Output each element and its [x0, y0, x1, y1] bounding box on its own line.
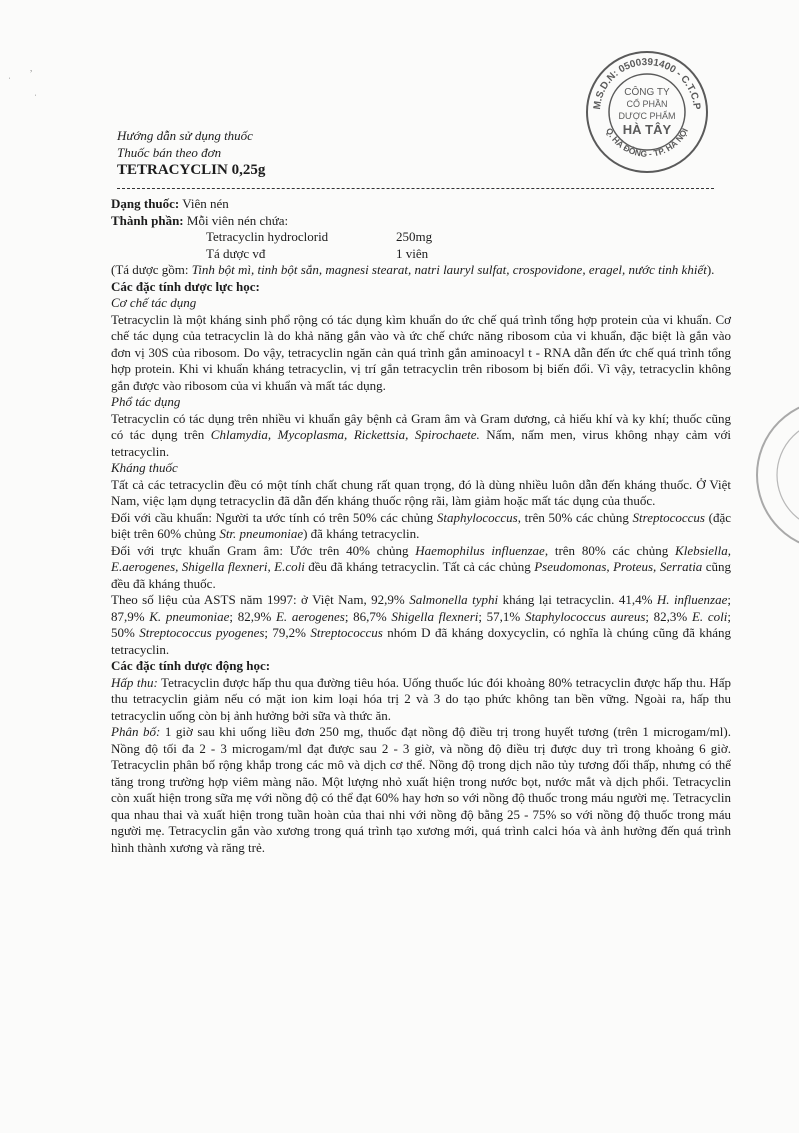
- organism: Shigella flexneri: [391, 608, 479, 624]
- text-span: , trên 50% các chủng: [517, 509, 633, 525]
- absorption-label: Hấp thu:: [111, 674, 158, 690]
- absorption-paragraph: [111, 675, 731, 725]
- header-line1: Hướng dẫn sử dụng thuốc: [117, 128, 253, 143]
- organism: Streptococcus: [632, 509, 705, 525]
- ingredient-amount: 250mg: [396, 229, 433, 244]
- header-divider: [117, 188, 714, 189]
- document-page: ˌ , ˈ M.S.D.N: 0500391400 - C.T.C.P Q. HÀ ĐÔNG - TP. HÀ NỘI CÔNG TY CỔ PHẦN DƯỢC PHẨM HÀ TÂY Hướng dẫn sử dụng thuốc Thuốc bán theo đơn TETRACYCLIN 0,25g Dạng thuốc: Viên nén Thành phần: Mỗi viên nén chứa: Tetracyclin hydroclorid 250mg Tá dược vđ 1 viên (Tá dược gồm: Tinh bột mì, tinh bột sắn, magnesi stearat, natri lauryl sulfat, crospovidone, eragel, nước tinh khiết). Các đặc tính dược lực học: Cơ chế tác dụng Tetracyclin là một kháng sinh phổ rộng có tác dụng kìm khuẩn do ức chế quá trình tổng hợp protein của vi khuẩn. Cơ chế tác dụng của tetracyclin là do khả năng gắn vào và ức chế chức năng ribosom của vi khuẩn, đặc biệt là gắn vào đơn vị 30S của ribosom. Do vậy, tetracyclin ngăn cản quá trình gắn aminoacyl t - RNA dẫn đến ức chế quá trình tổng hợp protein. Khi vi khuẩn kháng tetracyclin, vị trí gắn tetracyclin trên ribosom bị biến đổi. Vì vậy, tetracyclin không gắn được vào ribosom của vi khuẩn và mất tác dụng. Phổ tác dụng Tetracyclin có tác dụng trên nhiều vi khuẩn gây bệnh cả Gram âm và Gram dương, cả hiếu khí và ky khí; thuốc cũng có tác dụng trên Chlamydia, Mycoplasma, Rickettsia, Spirochaete. Nấm, nấm men, virus không nhạy cảm với tetracyclin. Kháng thuốc Tất cả các tetracyclin đều có một tính chất chung rất quan trọng, đó là dùng nhiều luôn dẫn đến kháng thuốc. Ở Việt Nam, việc lạm dụng tetracyclin đã dẫn đến kháng thuốc rộng rãi, làm giảm hoặc mất tác dụng của thuốc. Đối với cầu khuẩn: Người ta ước tính có trên 50% các chủng Staphylococcus, trên 50% các chủng Streptococcus (đặc biệt trên 60% chủng Str. pneumoniae) đã kháng tetracyclin. Đối với trực khuẩn Gram âm: Ước trên 40% chủng Haemophilus influenzae, trên 80% các chủng Klebsiella, E.aerogenes, Shigella flexneri, E.coli đều đã kháng tetracyclin. Tất cả các chủng Pseudomonas, Proteus, Serratia cũng đều đã kháng thuốc. Theo số liệu của ASTS năm 1997: ở Việt Nam, 92,9% Salmonella typhi kháng lại tetracyclin. 41,4% H. influenzae; 87,9% K. pneumoniae; 82,9% E. aerogenes; 86,7% Shigella flexneri; 57,1% Staphylococcus aureus; 82,3% E. coli; 50% Streptococcus pyogenes; 79,2% Streptococcus nhóm D đã kháng doxycyclin, có nghĩa là chúng cũng đã kháng tetracyclin. Các đặc tính dược động học: Hấp thu: Tetracyclin được hấp thu qua đường tiêu hóa. Uống thuốc lúc đói khoảng 80% tetracyclin được hấp thu. Hấp thu tetracyclin giảm nếu có mặt ion kim loại hóa trị 2 và 3 do tạo phức không tan bền vững. Ngoài ra, hấp thu tetracyclin uống còn bị ảnh hưởng bởi sữa và thức ăn. Phân bố: 1 giờ sau khi uống liều đơn 250 mg, thuốc đạt nồng độ điều trị trong huyết tương (trên 1 microgam/ml). Nồng độ tối đa 2 - 3 microgam/ml đạt được sau 2 - 3 giờ, và nồng độ điều trị được duy trì trong khoảng 6 giờ. Tetracyclin phân bố rộng khắp trong các mô và dịch cơ thể. Nồng độ trong dịch não tủy tương đối thấp, nhưng có thể tăng trong trường hợp viêm màng não. Một lượng nhỏ xuất hiện trong nước bọt, nước mắt và dịch phổi. Tetracyclin còn xuất hiện trong sữa mẹ với nồng độ có thể đạt 60% hay hơn so với nồng độ thuốc trong máu người mẹ. Tetracyclin qua nhau thai và xuất hiện trong tuần hoàn của thai nhi với nồng độ bằng 25 - 75% so với nồng độ thuốc trong máu người mẹ. Tetracyclin gắn vào xương trong quá trình tạo xương mới, quá trình calci hóa và ảnh hưởng đến quá trình hình thành xương và răng trẻ.: [0, 0, 799, 1133]
- organism: Klebsiella, E.aerogenes, Shigella flexneri, E.coli: [111, 542, 731, 574]
- distribution-label: Phân bố:: [111, 724, 161, 739]
- organism: Pseudomonas, Proteus, Serratia: [534, 559, 703, 574]
- company-stamp: [582, 47, 712, 177]
- text-span: Đối với trực khuẩn Gram âm: Ước trên 40% chủng: [111, 542, 416, 558]
- product-title: TETRACYCLIN 0,25g: [117, 162, 266, 178]
- distribution-text: 1 giờ sau khi uống liều đơn 250 mg, thuốc đạt nồng độ điều trị trong huyết tương (trên 1 microgam/ml). Nồng độ tối đa 2 - 3 microgam/ml đạt được sau 2 - 3 giờ, và nồng độ điều trị được duy trì trong khoảng 6 giờ. Tetracyclin phân bố rộng khắp trong các mô và dịch cơ thể. Nồng độ trong dịch não tủy tương đối thấp, nhưng có thể tăng trong trường hợp viêm màng não. Một lượng nhỏ xuất hiện trong nước bọt, nước mắt và dịch phổi. Tetracyclin còn xuất hiện trong sữa mẹ với nồng độ có thể đạt 60% hay hơn so với nồng độ thuốc trong máu người mẹ. Tetracyclin qua nhau thai và xuất hiện trong tuần hoàn của thai nhi với nồng độ bằng 25 - 75% so với nồng độ thuốc trong máu người mẹ. Tetracyclin gắn vào xương trong quá trình tạo xương mới, quá trình calci hóa và ảnh hưởng đến quá trình hình thành xương và răng trẻ.: [111, 724, 731, 855]
- spectrum-heading: Phổ tác dụng: [111, 394, 181, 409]
- text-span: ; 82,3%: [645, 608, 692, 624]
- dosage-form: [111, 196, 731, 213]
- organism: K. pneumoniae: [149, 608, 230, 624]
- text-span: ) đã kháng tetracyclin.: [303, 526, 420, 541]
- composition-label: Thành phần:: [111, 212, 184, 228]
- excipients-list: Tinh bột mì, tinh bột sắn, magnesi stearat, natri lauryl sulfat, crospovidone, eragel, nước tinh khiết: [191, 262, 707, 277]
- distribution-paragraph: [111, 724, 731, 856]
- organism: E. coli: [691, 608, 728, 624]
- ingredient-name: Tetracyclin hydroclorid: [206, 229, 329, 244]
- mechanism-paragraph: Tetracyclin là một kháng sinh phổ rộng có tác dụng kìm khuẩn do ức chế quá trình tổng hợp protein của vi khuẩn. Cơ chế tác dụng của tetracyclin là do khả năng gắn vào và ức chế chức năng ribosom của vi khuẩn, đặc biệt là gắn vào đơn vị 30S của ribosom. Do vậy, tetracyclin ngăn cản quá trình gắn aminoacyl t - RNA dẫn đến ức chế quá trình tổng hợp protein. Khi vi khuẩn kháng tetracyclin, vị trí gắn tetracyclin trên ribosom bị biến đổi. Vì vậy, tetracyclin không gắn được vào ribosom của vi khuẩn và mất tác dụng.: [111, 311, 731, 393]
- composition: [111, 213, 731, 230]
- text-span: ; 87,9%: [111, 592, 732, 624]
- text-span: cũng đều đã kháng thuốc.: [111, 559, 731, 591]
- pharmacokinetics-heading: Các đặc tính dược động học:: [111, 658, 271, 673]
- organism: Str. pneumoniae: [219, 526, 304, 541]
- text-span: Theo số liệu của ASTS năm 1997: ở Việt Nam, 92,9%: [111, 592, 410, 607]
- dosage-form-label: Dạng thuốc:: [111, 196, 180, 211]
- text-span: ; 82,9%: [229, 608, 276, 624]
- text-span: nhóm D đã kháng doxycyclin, có nghĩa là chúng cũng đã kháng tetracyclin.: [111, 625, 731, 657]
- organism-list: Chlamydia, Mycoplasma, Rickettsia, Spirochaete.: [210, 427, 480, 442]
- composition-value: Mỗi viên nén chứa:: [183, 212, 289, 228]
- stamp-line3: DƯỢC PHẨM: [618, 111, 676, 121]
- stamp-bottom-text: Q. HÀ ĐÔNG - TP. HÀ NỘI: [604, 126, 690, 159]
- text-span: kháng lại tetracyclin. 41,4%: [498, 592, 657, 607]
- resistance-paragraph: Tất cả các tetracyclin đều có một tính chất chung rất quan trọng, đó là dùng nhiều luôn dẫn đến kháng thuốc. Ở Việt Nam, việc lạm dụng tetracyclin đã dẫn đến kháng thuốc rộng rãi, làm giảm hoặc mất tác dụng của thuốc.: [111, 476, 731, 508]
- bacilli-paragraph: [111, 543, 731, 593]
- ingredient-name: Tá dược vđ: [206, 245, 266, 261]
- organism: Streptococcus: [310, 625, 383, 640]
- mechanism-heading: Cơ chế tác dụng: [111, 295, 197, 310]
- text-span: , trên 80% các chủng: [544, 542, 676, 558]
- excipients-post: ).: [706, 262, 715, 277]
- cocci-paragraph: [111, 510, 731, 543]
- text-span: ; 50%: [111, 608, 731, 640]
- text-span: Nấm, nấm men, virus không nhạy cảm với tetracyclin.: [111, 427, 731, 459]
- text-span: Tetracyclin có tác dụng trên nhiều vi khuẩn gây bệnh cả Gram âm và Gram dương, cả hiếu khí và ky khí; thuốc cũng có tác dụng trên: [111, 410, 731, 442]
- excipients-pre: (Tá dược gồm:: [111, 262, 192, 277]
- stamp-ring-text: M.S.D.N: 0500391400 - C.T.C.P: [591, 56, 703, 111]
- document-body: [111, 196, 731, 856]
- stamp-line4: HÀ TÂY: [622, 122, 672, 137]
- text-span: ; 57,1%: [478, 608, 525, 624]
- spectrum-paragraph: [111, 411, 731, 461]
- partial-seal: [752, 380, 799, 570]
- stamp-line2: CỔ PHẦN: [626, 99, 668, 109]
- asts-paragraph: [111, 592, 731, 658]
- text-span: ; 86,7%: [344, 608, 392, 624]
- resistance-heading: Kháng thuốc: [111, 460, 178, 475]
- stamp-line1: CÔNG TY: [624, 87, 670, 98]
- absorption-text: Tetracyclin được hấp thu qua đường tiêu hóa. Uống thuốc lúc đói khoảng 80% tetracyclin được hấp thu. Hấp thu tetracyclin giảm nếu có mặt ion kim loại hóa trị 2 và 3 do tạo phức không tan bền vững. Ngoài ra, hấp thu tetracyclin uống còn bị ảnh hưởng bởi sữa và thức ăn.: [111, 674, 731, 723]
- organism: Staphylococcus: [436, 509, 518, 525]
- text-span: Đối với cầu khuẩn: Người ta ước tính có trên 50% các chủng: [111, 509, 437, 525]
- ingredient-row: [111, 229, 731, 246]
- header-line2: Thuốc bán theo đơn: [117, 145, 222, 160]
- ingredient-row: [111, 246, 731, 263]
- text-span: ; 79,2%: [264, 625, 311, 640]
- organism: H. influenzae: [656, 592, 728, 607]
- text-span: (đặc biệt trên 60% chủng: [111, 509, 732, 541]
- text-span: đều đã kháng tetracyclin. Tất cả các chủng: [304, 559, 535, 574]
- pharmacodynamics-heading: Các đặc tính dược lực học:: [111, 278, 260, 294]
- dosage-form-value: Viên nén: [179, 196, 229, 211]
- organism: Streptococcus pyogenes: [139, 625, 265, 640]
- excipients: [111, 262, 731, 279]
- organism: Staphylococcus aureus: [524, 608, 646, 624]
- organism: Haemophilus influenzae: [415, 542, 545, 558]
- ingredient-amount: 1 viên: [396, 245, 429, 261]
- organism: Salmonella typhi: [409, 592, 499, 607]
- organism: E. aerogenes: [275, 608, 345, 624]
- document-header: [117, 127, 265, 180]
